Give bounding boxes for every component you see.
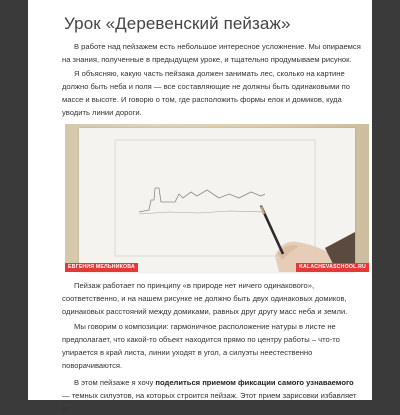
paper-sheet xyxy=(79,128,355,272)
paragraph-composition: Мы говорим о композиции: гармоничное расположение натуры в листе не предполагает, что какой-то объект находится прямо по центру работы – что-то упирается в край листа, линии уходят в угол, а силуэты неестественно поворачиваются. xyxy=(62,322,340,370)
paragraph-intro: В работе над пейзажем есть небольшое интересное усложнение. Мы опираемся на знания, полученные в предыдущем уроке, и тщательно продумываем рисунок. xyxy=(62,42,361,64)
caption-website: KALACHEVASCHOOL.RU xyxy=(296,263,369,272)
technique-emphasis: поделиться приемом фиксации самого узнаваемого xyxy=(155,378,354,387)
paragraph-technique xyxy=(62,376,362,415)
pencil-sketch-illustration xyxy=(79,128,355,272)
paragraph-explanation: Я объясняю, какую часть пейзажа должен занимать лес, сколько на картине должно быть неба и поля — все составляющие не должны быть одинаковыми по массе и высоте. И говорю о том, где расположить формы елок и домиков, куда уводить линии дороги. xyxy=(62,69,350,117)
technique-text-end: — темных силуэтов, на которых строится пейзаж. Этот прием зарисовки избавляет от xyxy=(62,391,357,413)
lesson-photo xyxy=(65,124,369,272)
paragraph-principle: Пейзаж работает по принципу «в природе нет ничего одинакового», соответственно, и на нашем рисунке не должно быть двух одинаковых домиков, одинаковых расстояний между домиками, равных друг другу масс неба и земли. xyxy=(62,281,348,316)
page-title: Урок «Деревенский пейзаж» xyxy=(64,14,291,33)
document-page xyxy=(28,0,372,413)
technique-text-start: В этом пейзаже я хочу xyxy=(74,378,156,387)
caption-author: ЕВГЕНИЯ МЕЛЬНИКОВА xyxy=(65,263,138,272)
